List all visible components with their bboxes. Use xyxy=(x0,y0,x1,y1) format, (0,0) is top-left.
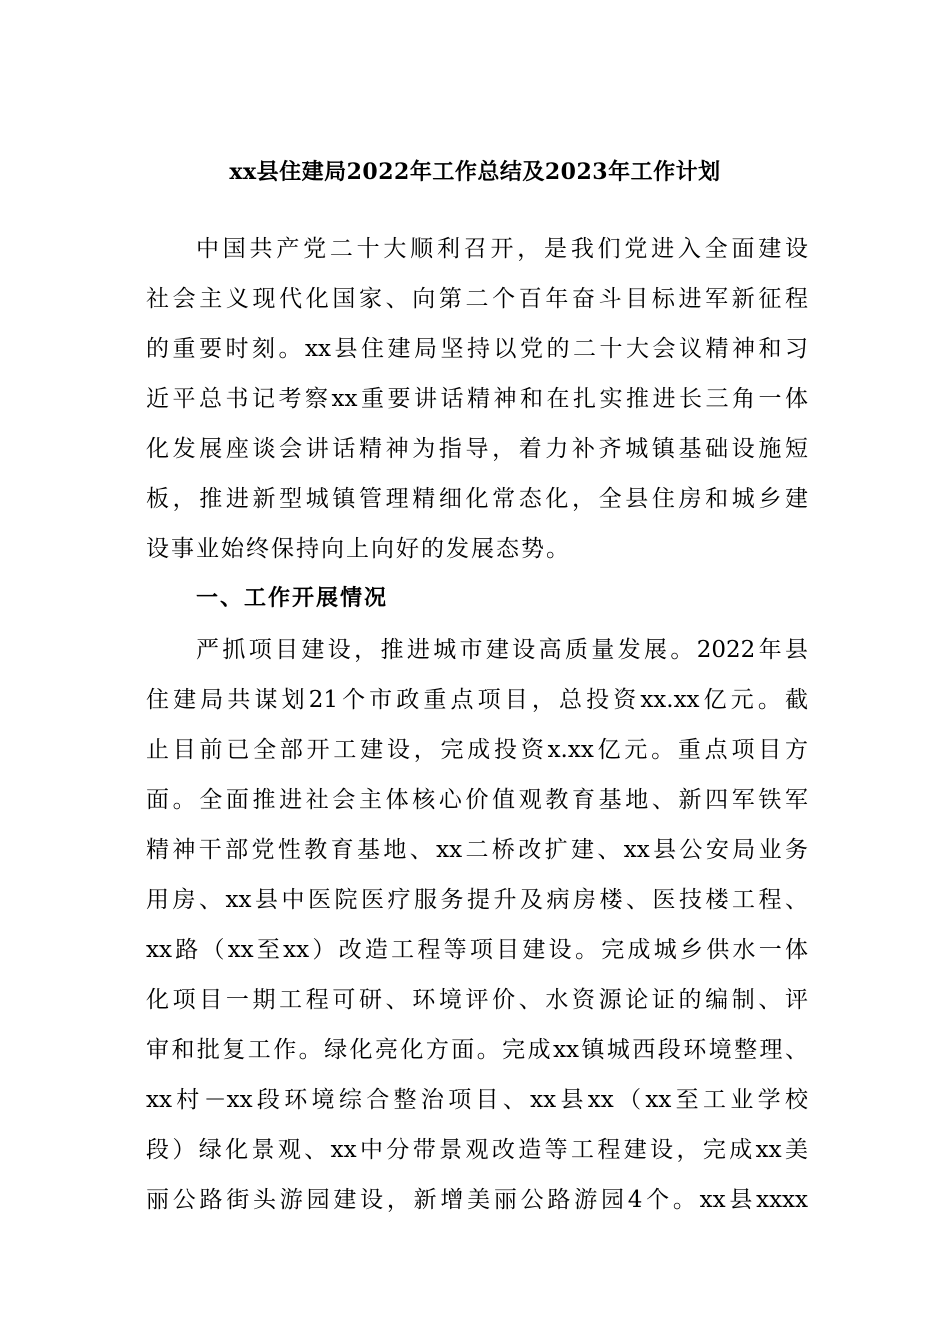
body-line: 化项目一期工程可研、环境评价、水资源论证的编制、评 xyxy=(146,987,808,1013)
intro-line: 的重要时刻。xx县住建局坚持以党的二十大会议精神和习 xyxy=(146,336,808,362)
intro-line: 设事业始终保持向上向好的发展态势。 xyxy=(146,536,571,562)
body-line: 段）绿化景观、xx中分带景观改造等工程建设，完成xx美 xyxy=(146,1137,808,1163)
body-line: 精神干部党性教育基地、xx二桥改扩建、xx县公安局业务 xyxy=(146,837,808,863)
document-title: xx县住建局2022年工作总结及2023年工作计划 xyxy=(229,159,721,185)
body-line: 面。全面推进社会主体核心价值观教育基地、新四军铁军 xyxy=(146,787,808,813)
intro-line: 化发展座谈会讲话精神为指导，着力补齐城镇基础设施短 xyxy=(146,436,808,462)
body-line: 审和批复工作。绿化亮化方面。完成xx镇城西段环境整理、 xyxy=(146,1037,808,1063)
intro-line: 板，推进新型城镇管理精细化常态化，全县住房和城乡建 xyxy=(146,486,808,512)
intro-line: 社会主义现代化国家、向第二个百年奋斗目标进军新征程 xyxy=(146,286,808,312)
body-line: 止目前已全部开工建设，完成投资x.xx亿元。重点项目方 xyxy=(146,737,808,763)
intro-line: 近平总书记考察xx重要讲话精神和在扎实推进长三角一体 xyxy=(146,386,808,412)
intro-line: 中国共产党二十大顺利召开，是我们党进入全面建设 xyxy=(196,236,808,262)
body-line: 用房、xx县中医院医疗服务提升及病房楼、医技楼工程、 xyxy=(146,887,808,913)
body-line: 严抓项目建设，推进城市建设高质量发展。2022年县 xyxy=(196,637,808,663)
body-line: 住建局共谋划21个市政重点项目，总投资xx.xx亿元。截 xyxy=(146,687,808,713)
body-line: xx路（xx至xx）改造工程等项目建设。完成城乡供水一体 xyxy=(146,937,808,963)
body-line: xx村－xx段环境综合整治项目、xx县xx（xx至工业学校 xyxy=(146,1087,808,1113)
section-heading: 一、工作开展情况 xyxy=(196,586,389,611)
body-line: 丽公路街头游园建设，新增美丽公路游园4个。xx县xxxx xyxy=(146,1187,808,1213)
